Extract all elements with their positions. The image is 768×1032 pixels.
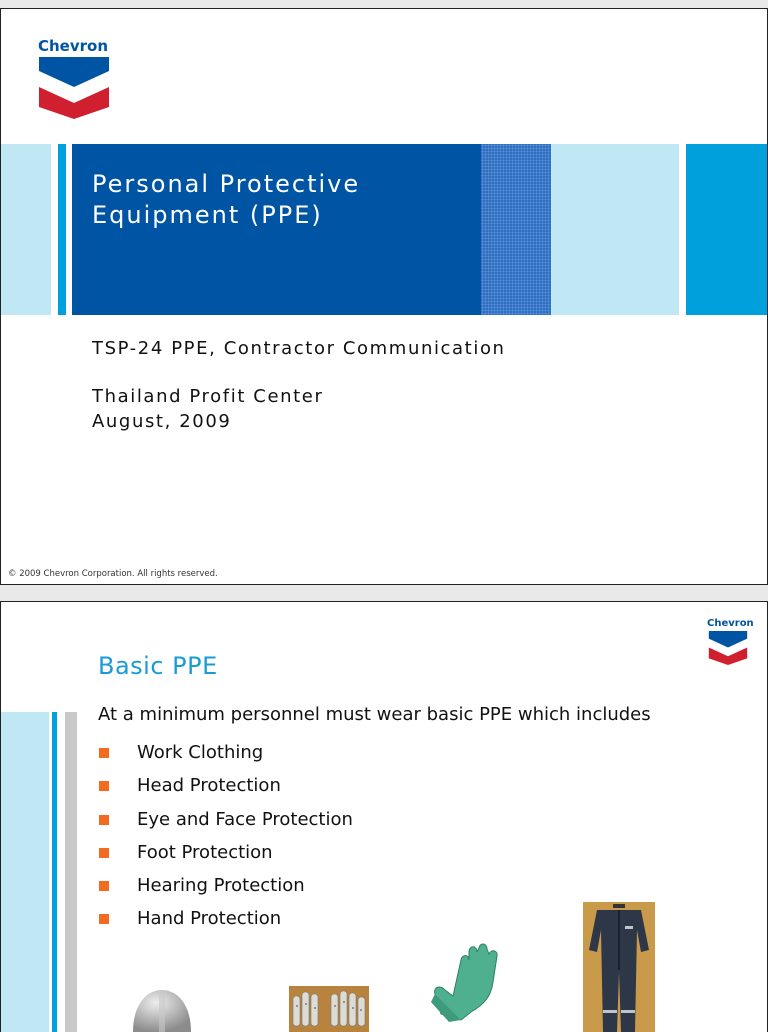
ppe-list [98, 740, 353, 940]
rubber-glove-icon [431, 932, 515, 1022]
subtitle: TSP-24 PPE, Contractor Communication [92, 338, 506, 359]
list-item [98, 740, 353, 773]
left-stripe-light [1, 712, 49, 1032]
list-item-label: Work Clothing [137, 742, 264, 763]
list-item-label: Hearing Protection [137, 875, 305, 897]
list-item-label: Eye and Face Protection [137, 808, 353, 830]
band-accent-stripe [58, 144, 66, 315]
title-line-2: Equipment (PPE) [92, 201, 323, 229]
list-item [98, 906, 353, 939]
date: August, 2009 [92, 411, 232, 432]
title-slide [0, 8, 768, 585]
left-stripe-grey [65, 712, 77, 1032]
chevron-logo-icon [39, 57, 109, 119]
hard-hat-icon [129, 988, 195, 1032]
coverall-icon [583, 902, 655, 1032]
bullet-square-icon [99, 781, 109, 791]
list-item [98, 773, 353, 806]
logo-wordmark-small: Chevron [707, 618, 754, 629]
band-light-left [1, 144, 51, 315]
slide-title: Basic PPE [98, 652, 218, 680]
title-line-1: Personal Protective [92, 170, 361, 198]
left-stripe-blue [52, 712, 57, 1032]
bullet-square-icon [99, 848, 109, 858]
list-item-label: Head Protection [137, 775, 281, 797]
bullet-square-icon [99, 748, 109, 758]
bullet-square-icon [99, 914, 109, 924]
list-item [98, 807, 353, 840]
list-item [98, 840, 353, 873]
slide-title [92, 169, 360, 231]
logo-wordmark: Chevron [38, 37, 109, 55]
copyright: © 2009 Chevron Corporation. All rights reserved. [8, 569, 218, 579]
work-gloves-icon [289, 986, 369, 1032]
basic-ppe-slide [0, 601, 768, 1032]
intro-text: At a minimum personnel must wear basic PPE which includes [98, 704, 651, 725]
band-pattern [481, 144, 551, 315]
location: Thailand Profit Center [92, 386, 324, 407]
chevron-logo-small-icon [708, 631, 748, 665]
list-item-label: Foot Protection [137, 841, 273, 863]
band-light-right [551, 144, 679, 315]
list-item-label: Hand Protection [137, 908, 282, 930]
bullet-square-icon [99, 815, 109, 825]
bullet-square-icon [99, 881, 109, 891]
band-blue-right [686, 144, 767, 315]
list-item [98, 873, 353, 906]
